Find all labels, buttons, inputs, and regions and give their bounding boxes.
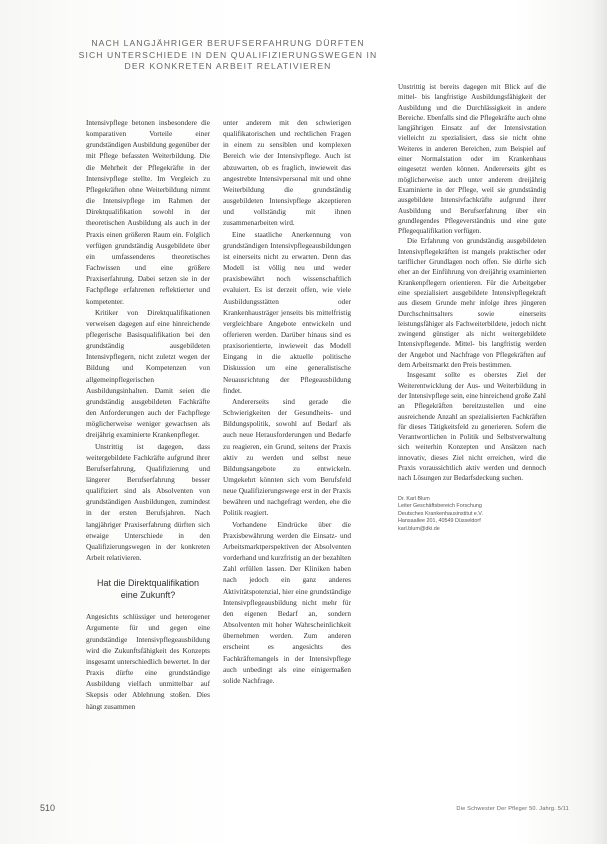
page-edge-shadow <box>591 0 607 844</box>
paragraph: Unstrittig ist bereits dagegen mit Blick auf die mittel- bis langfristige Ausbildungsfähigkeit der Ausbildung und die Durchlässigkeit in andere Bereiche. Ebenfalls sind die Pflegekräfte auch ohne langjährigen Einsatz auf der Intensivstation vielleicht zu spezialisiert, dass sie nicht ohne Weiteres in anderen Bereichen, zum Beispiel auf einer Normalstation oder im Krankenhaus eingesetzt werden können. Andererseits gibt es möglicherweise auch unter anderem dreijährig Examinierte in der Pflege, weil sie grundständig ausgebildete Intensivfachkräfte aufgrund ihrer Ausbildung und Berufserfahrung über ein grundlegendes Pflegeverständnis und eine gute Pflegequalifikation verfügen. <box>398 83 546 236</box>
heading-line-3: DER KONKRETEN ARBEIT RELATIVIEREN <box>124 61 332 71</box>
paragraph: Unstrittig ist dagegen, dass weitergebildete Fachkräfte aufgrund ihrer Berufserfahrung, Qualifizierung und längerer Berufserfahrung besser qualifiziert sind als Absolventen von grundständigen Ausbildungen, zumindest in der ersten Berufsjahren. Nach langjähriger Praxiserfahrung dürften sich etwaige Unterschiede in den Qualifizierungswegen in der konkreten Arbeit relativieren. <box>86 441 210 563</box>
author-institution: Deutsches Krankenhausinstitut e.V. <box>398 510 483 517</box>
paragraph: Eine staatliche Anerkennung von grundständigen Intensivpflegeausbildungen ist einerseits nicht zu erwarten. Denn das Modell ist völlig neu und weder praxisbewährt noch wissenschaftlich evaluiert. Es ist derzeit offen, wie viele Ausbildungsstätten oder Krankenhausträger jenseits bis mittelfristig vergleichbare Angebote entwickeln und offerieren werden. Darüber hinaus sind es praxisorientierte, inwieweit das Modell Eingang in die aktuelle politische Diskussion um eine generalistische Neuausrichtung der Pflegeausbildung findet. <box>223 229 351 395</box>
running-footer: Die Schwester Der Pfleger 50. Jahrg. 5/11 <box>456 806 569 812</box>
text-column-2 <box>223 117 351 686</box>
paragraph: Intensivpflege betonen insbesondere die komparativen Vorteile einer grundständigen Ausbildung gegenüber der mit Pflege befassten Weiterbildung. Die die Mehrheit der Pflegekräfte in der Intensivpflege stellte. Im Vergleich zu Pflegekräften ohne Weiterbildung nimmt die Intensivpflege im Rahmen der Direktqualifikation sowohl in der theoretischen Ausbildung als auch in der Praxis einen größeren Raum ein. Folglich verfügen grundständig Ausgebildete über ein umfassenderes theoretisches Fachwissen und eine größere Praxiserfahrung. Dabei setzen sie in der Fachpflege erfahrenen reflektierter und kompetenter. <box>86 118 210 306</box>
text-column-3 <box>398 82 546 534</box>
section-subheading <box>86 577 210 601</box>
author-street: Hansaallee 201, 40549 Düsseldorf <box>398 518 481 525</box>
pull-quote-heading <box>58 38 398 73</box>
paragraph: Die Erfahrung von grundständig ausgebildeten Intensivpflegekräften ist mangels praktischer oder tariflicher Grundlagen noch offen. Sie dürfte sich eher an der Einführung von dreijährig examinierten Krankenpflegern orientieren. Für die Arbeitgeber eine spezialisiert ausgebildete Intensivpflegekraft aus diesem Grunde mehr infolge ihres jüngeren Durchschnittsalters sowie einerseits leistungsfähiger als Fachweiterbildete, jedoch nicht zwingend günstiger als nicht weitergebildete Intensivpflegende. Mittel- bis langfristig werden der Angebot und Nachfrage von Pflegekräften auf dem Arbeitsmarkt den Preis bestimmen. <box>398 237 546 370</box>
author-title: Leiter Geschäftsbereich Forschung <box>398 503 482 510</box>
subheading-line-2: eine Zukunft? <box>120 590 176 601</box>
paragraph: Insgesamt sollte es oberstes Ziel der Weiterentwicklung der Aus- und Weiterbildung in der Intensivpflege sein, eine hinreichend große Zahl an Pflegekräften bereitzustellen und eine ausreichende Anzahl an spezialisierten Fachkräften für dieses Tätigkeitsfeld zu generieren. Sofern die Verantwortlichen in Politik und Selbstverwaltung sich weiterhin Konzepten und Ansätzen nach innovativ, dieses Ziel nicht erreichen, wird die Praxis voraussichtlich aktiv werden und dennoch nach Lösungen zur Bedarfsdeckung suchen. <box>398 371 546 483</box>
paragraph: Vorhandene Eindrücke über die Praxisbewährung werden die Einsatz- und Arbeitsmarktperspektiven der Absolventen vorderhand und kurzfristig an der bezahlten Zahl erfüllen lassen. Der Kliniken haben nach jedoch ein ganz anderes Aktivitätspotenzial, hier eine grundständige Intensivpflegeausbildung nicht mehr für den eigenen Bedarf an, sondern Absolventen mit hoher Wahrscheinlichkeit übernehmen werden. Zum anderen erscheint es angesichts des Fachkräftemangels in der Intensivpflege auch unbedingt als eine einigermaßen solide Nachfrage. <box>223 519 351 685</box>
author-name: Dr. Karl Blum <box>398 495 430 502</box>
paragraph: unter anderem mit den schwierigen qualifikatorischen und rechtlichen Fragen in einem zu sensiblen und komplexen Bereich wie der Intensivpflege. Auch ist abzuwarten, ob es fraglich, inwieweit das angestrebte Intensivpersonal mit und ohne Weiterbildung die grundständig ausgebildeten Intensivpflege akzeptieren und vollständig mit ihnen zusammenarbeiten wird. <box>223 118 351 228</box>
paragraph: Andererseits sind gerade die Schwierigkeiten der Gesundheits- und Bildungspolitik, sowohl auf Bedarf als auch neue Herausforderungen und Bedarfe zu reagieren, ein Grund, seitens der Praxis aktiv zu werden und selbst neue Bildungsangebote zu entwickeln. Umgekehrt könnten sich vom Berufsfeld neue Qualifizierungswege erst in der Praxis bewähren und nachgefragt werden, ehe die Politik reagiert. <box>223 396 351 518</box>
heading-line-1: NACH LANGJÄHRIGER BERUFSERFAHRUNG DÜRFTEN <box>91 38 365 48</box>
heading-line-2: SICH UNTERSCHIEDE IN DEN QUALIFIZIERUNGSWEGEN IN <box>78 49 378 60</box>
paragraph: Angesichts schlüssiger und heterogener Argumente für und gegen eine grundständige Intensivpflegeausbildung wird die Zukunftsfähigkeit des Konzepts insgesamt unterschiedlich bewertet. In der Praxis dürfte eine grundständige Ausbildung vielfach unmittelbar auf Skepsis oder Ablehnung stoßen. Dies hängt zusammen <box>86 612 210 711</box>
paragraph: Kritiker von Direktqualifikationen verweisen dagegen auf eine hinreichende pflegerische Basisqualifikation bei den grundständig ausgebildeten Intensivpflegern, nicht zuletzt wegen der Bildung und Kompetenzen von allgemeinpflegerischen Ausbildungsinhalten. Damit seien die grundständig ausgebildeten Fachkräfte den Anforderungen auch der Fachpflege möglicherweise weniger gewachsen als dreijährig examinierte Krankenpfleger. <box>86 307 210 440</box>
subheading-line-1: Hat die Direktqualifikation <box>96 578 200 589</box>
author-address <box>398 496 546 534</box>
text-column-1 <box>86 117 210 712</box>
author-email: karl.blum@dki.de <box>398 525 440 532</box>
page-number: 510 <box>40 803 56 813</box>
